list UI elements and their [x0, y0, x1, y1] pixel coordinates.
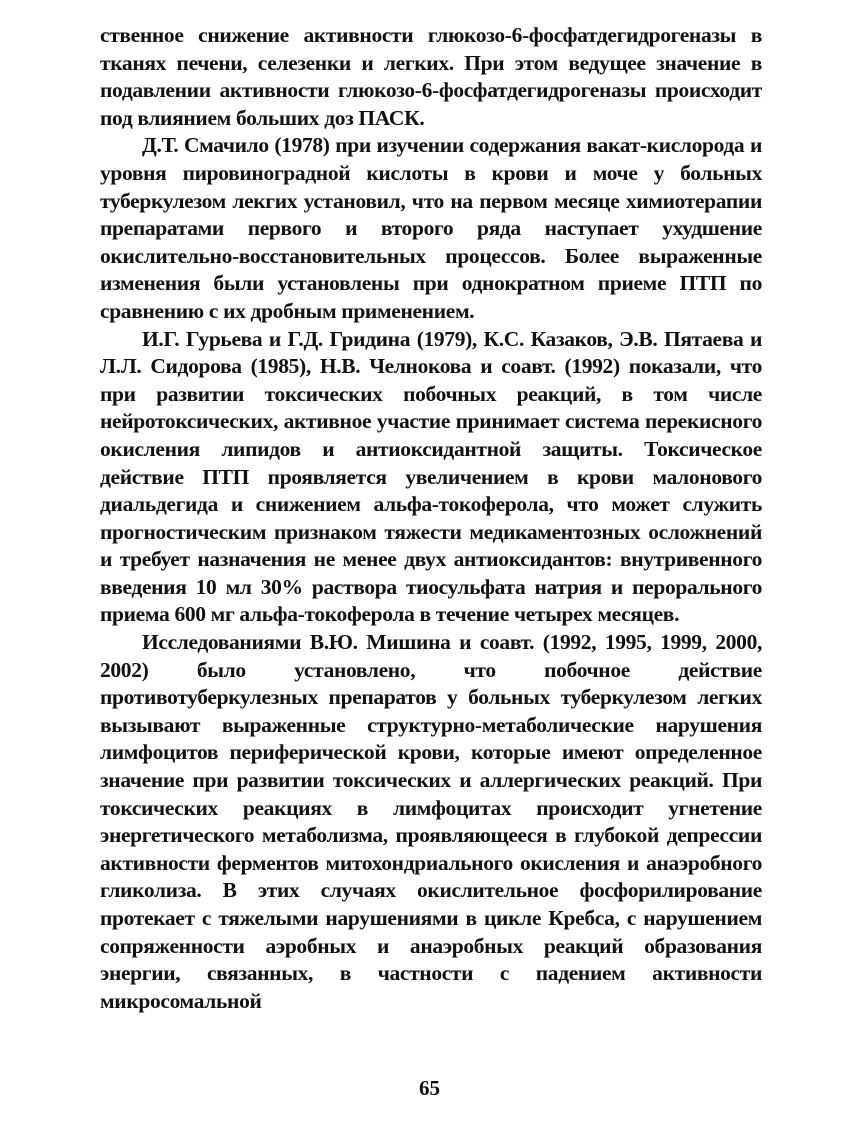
- paragraph-continuation: ственное снижение активности глюкозо-6-фосфатдегидрогеназы в тканях печени, селезенки и легких. При этом ведущее значение в подавлении активности глюкозо-6-фосфатдегидрогеназы происходит под влиянием больших доз ПАСК.: [100, 23, 762, 130]
- paragraph-gurieva: И.Г. Гурьева и Г.Д. Гридина (1979), К.С. Казаков, Э.В. Пятаева и Л.Л. Сидорова (1985), Н.В. Челнокова и соавт. (1992) показали, что при развитии токсических побочных реакций, в том числе нейротоксических, активное участие принимает система перекисного окисления липидов и антиоксидантной защиты. Токсическое действие ПТП проявляется увеличением в крови малонового диальдегида и снижением альфа-токоферола, что может служить прогностическим признаком тяжести медикаментозных осложнений и требует назначения не менее двух антиоксидантов: внутривенного введения 10 мл 30% раствора тиосульфата натрия и перорального приема 600 мг альфа-токоферола в течение четырех месяцев.: [100, 326, 762, 627]
- paragraph-smachilo: Д.Т. Смачило (1978) при изучении содержания вакат-кислорода и уровня пировиноградной кислоты в крови и моче у больных туберкулезом лекгих установил, что на первом месяце химиотерапии препаратами первого и второго ряда наступает ухудшение окислительно-восстановительных процессов. Более выраженные изменения были установлены при однократном приеме ПТП по сравнению с их дробным применением.: [100, 133, 762, 323]
- page-number: 65: [419, 1076, 440, 1100]
- paragraph-mishin: Исследованиями В.Ю. Мишина и соавт. (1992, 1995, 1999, 2000, 2002) было установлено, что побочное действие противотуберкулезных препаратов у больных туберкулезом легких вызывают выраженные структурно-метаболические нарушения лимфоцитов периферической крови, которые имеют определенное значение при развитии токсических и аллергических реакций. При токсических реакциях в лимфоцитах происходит угнетение энергетического метаболизма, проявляющееся в глубокой депрессии активности ферментов митохондриального окисления и анаэробного гликолиза. В этих случаях окислительное фосфорилирование протекает с тяжелыми нарушениями в цикле Кребса, с нарушением сопряженности аэробных и анаэробных реакций образования энергии, связанных, в частности с падением активности микросомальной: [100, 630, 762, 1013]
- page-body: [100, 22, 762, 1015]
